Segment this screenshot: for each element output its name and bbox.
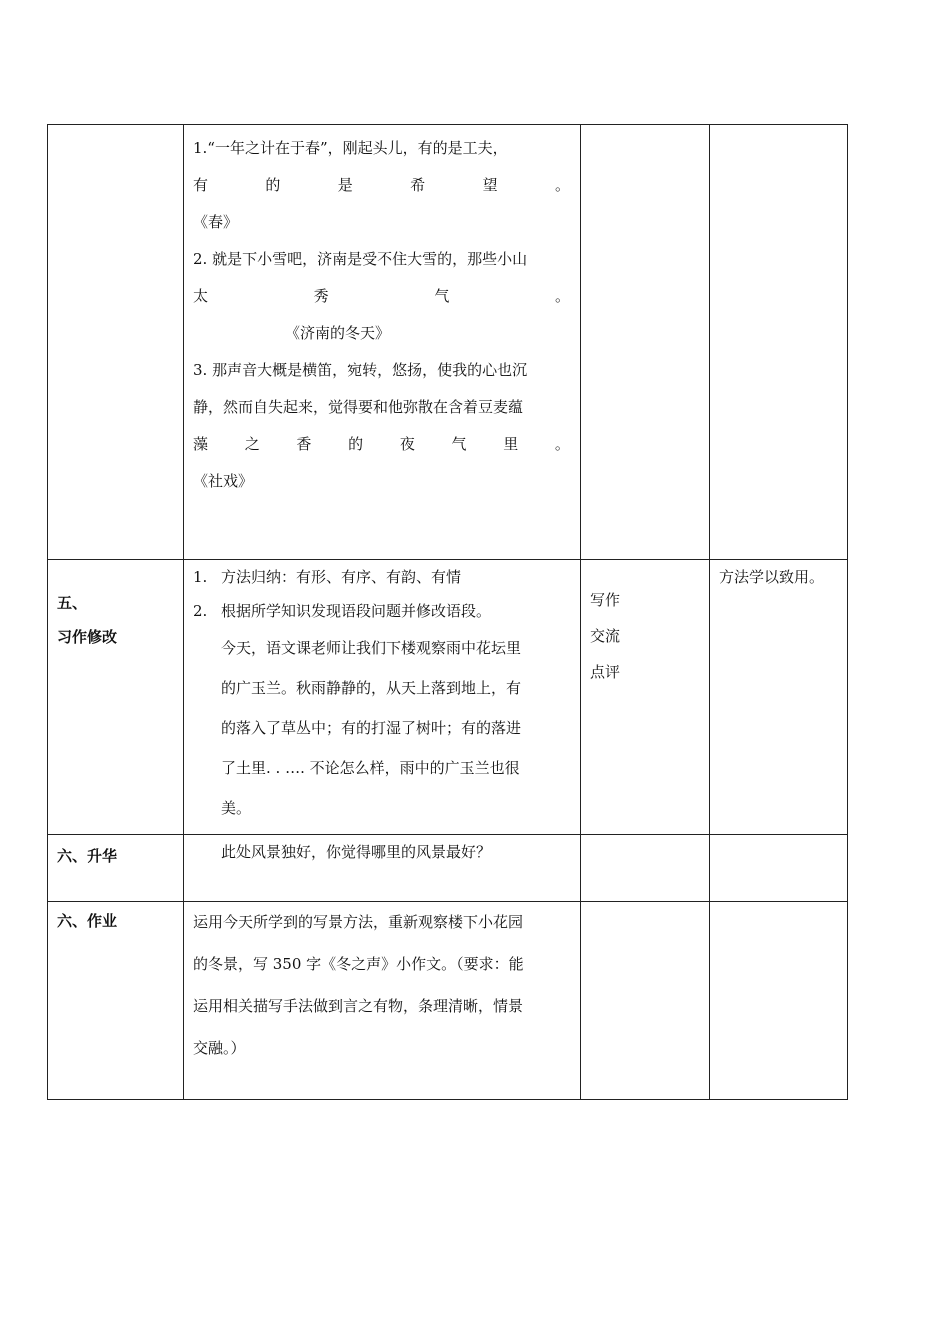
excerpt-char: 的	[348, 435, 364, 453]
method-summary: 1. 方法归纳：有形、有序、有韵、有情	[193, 568, 462, 586]
lesson-plan-table	[47, 124, 848, 1100]
row-excerpts	[48, 125, 848, 560]
revision-content-cell	[184, 560, 581, 835]
activity-item: 写作	[590, 591, 621, 609]
design-intent: 方法学以致用。	[719, 568, 825, 586]
excerpt-char: 藻	[193, 435, 209, 453]
excerpt-char: 的	[265, 176, 281, 194]
intent-cell-revision	[710, 560, 848, 835]
excerpt-line: 《春》	[193, 213, 239, 231]
excerpt-char: 之	[244, 435, 260, 453]
excerpts-content	[184, 125, 580, 500]
excerpts-cell	[184, 125, 581, 560]
row-sublimation	[48, 835, 848, 902]
excerpt-char: 是	[337, 176, 353, 194]
excerpt-char: 夜	[399, 435, 415, 453]
intent-cell-empty	[710, 835, 848, 902]
stage-number: 五、	[57, 594, 88, 612]
activity-cell-empty	[581, 125, 710, 560]
excerpt-line: 1.“一年之计在于春”，刚起头儿，有的是工夫，	[193, 139, 508, 157]
excerpt-char: 秀	[313, 287, 329, 305]
passage-line: 的广玉兰。秋雨静静的，从天上落到地上，有	[221, 679, 522, 697]
stage-title: 习作修改	[57, 628, 118, 646]
stage-cell-revision	[48, 560, 184, 835]
sublimation-question: 此处风景独好，你觉得哪里的风景最好？	[221, 843, 492, 861]
excerpt-line	[193, 167, 570, 204]
passage-line: 的落入了草丛中；有的打湿了树叶；有的落进	[221, 719, 522, 737]
excerpt-line: 《济南的冬天》	[285, 324, 391, 342]
activity-cell-revision	[581, 560, 710, 835]
excerpt-char: 希	[410, 176, 426, 194]
homework-line: 运用相关描写手法做到言之有物，条理清晰，情景	[193, 997, 524, 1015]
revision-task: 2. 根据所学知识发现语段问题并修改语段。	[193, 602, 492, 620]
passage-line: 今天，语文课老师让我们下楼观察雨中花坛里	[221, 639, 522, 657]
row-homework	[48, 902, 848, 1100]
passage-line: 美。	[221, 799, 252, 817]
row-revision	[48, 560, 848, 835]
homework-line: 交融。）	[193, 1039, 246, 1057]
stage-title: 六、升华	[57, 847, 118, 865]
activity-cell-empty	[581, 835, 710, 902]
excerpt-char: 有	[193, 176, 209, 194]
stage-cell-sublimation	[48, 835, 184, 902]
excerpt-line: 《社戏》	[193, 472, 254, 490]
homework-line: 的冬景，写 350 字《冬之声》小作文。（要求：能	[193, 955, 524, 973]
excerpt-char: 。	[554, 287, 570, 305]
stage-title: 六、作业	[57, 912, 118, 930]
excerpt-char: 。	[554, 176, 570, 194]
excerpt-char: 。	[554, 435, 570, 453]
sublimation-content-cell	[184, 835, 581, 902]
excerpt-line	[193, 278, 570, 315]
passage-line: 了土里. . …. 不论怎么样，雨中的广玉兰也很	[221, 759, 520, 777]
excerpt-line: 2. 就是下小雪吧，济南是受不住大雪的，那些小山	[193, 250, 528, 268]
excerpt-line	[193, 426, 570, 463]
activity-list	[581, 560, 709, 690]
intent-cell-empty	[710, 125, 848, 560]
excerpt-char: 太	[193, 287, 209, 305]
homework-text	[184, 902, 580, 1070]
excerpt-char: 气	[451, 435, 467, 453]
excerpt-line: 3. 那声音大概是横笛，宛转，悠扬，使我的心也沉	[193, 361, 528, 379]
homework-line: 运用今天所学到的写景方法，重新观察楼下小花园	[193, 913, 524, 931]
excerpt-line: 静，然而自失起来，觉得要和他弥散在含着豆麦蕴	[193, 398, 524, 416]
excerpt-char: 里	[503, 435, 519, 453]
sample-passage	[193, 628, 570, 828]
activity-item: 点评	[590, 663, 621, 681]
excerpt-char: 望	[482, 176, 498, 194]
stage-cell-homework	[48, 902, 184, 1100]
excerpt-char: 气	[434, 287, 450, 305]
activity-item: 交流	[590, 627, 621, 645]
activity-cell-empty	[581, 902, 710, 1100]
excerpt-char: 香	[296, 435, 312, 453]
stage-cell-empty	[48, 125, 184, 560]
intent-cell-empty	[710, 902, 848, 1100]
homework-content-cell	[184, 902, 581, 1100]
